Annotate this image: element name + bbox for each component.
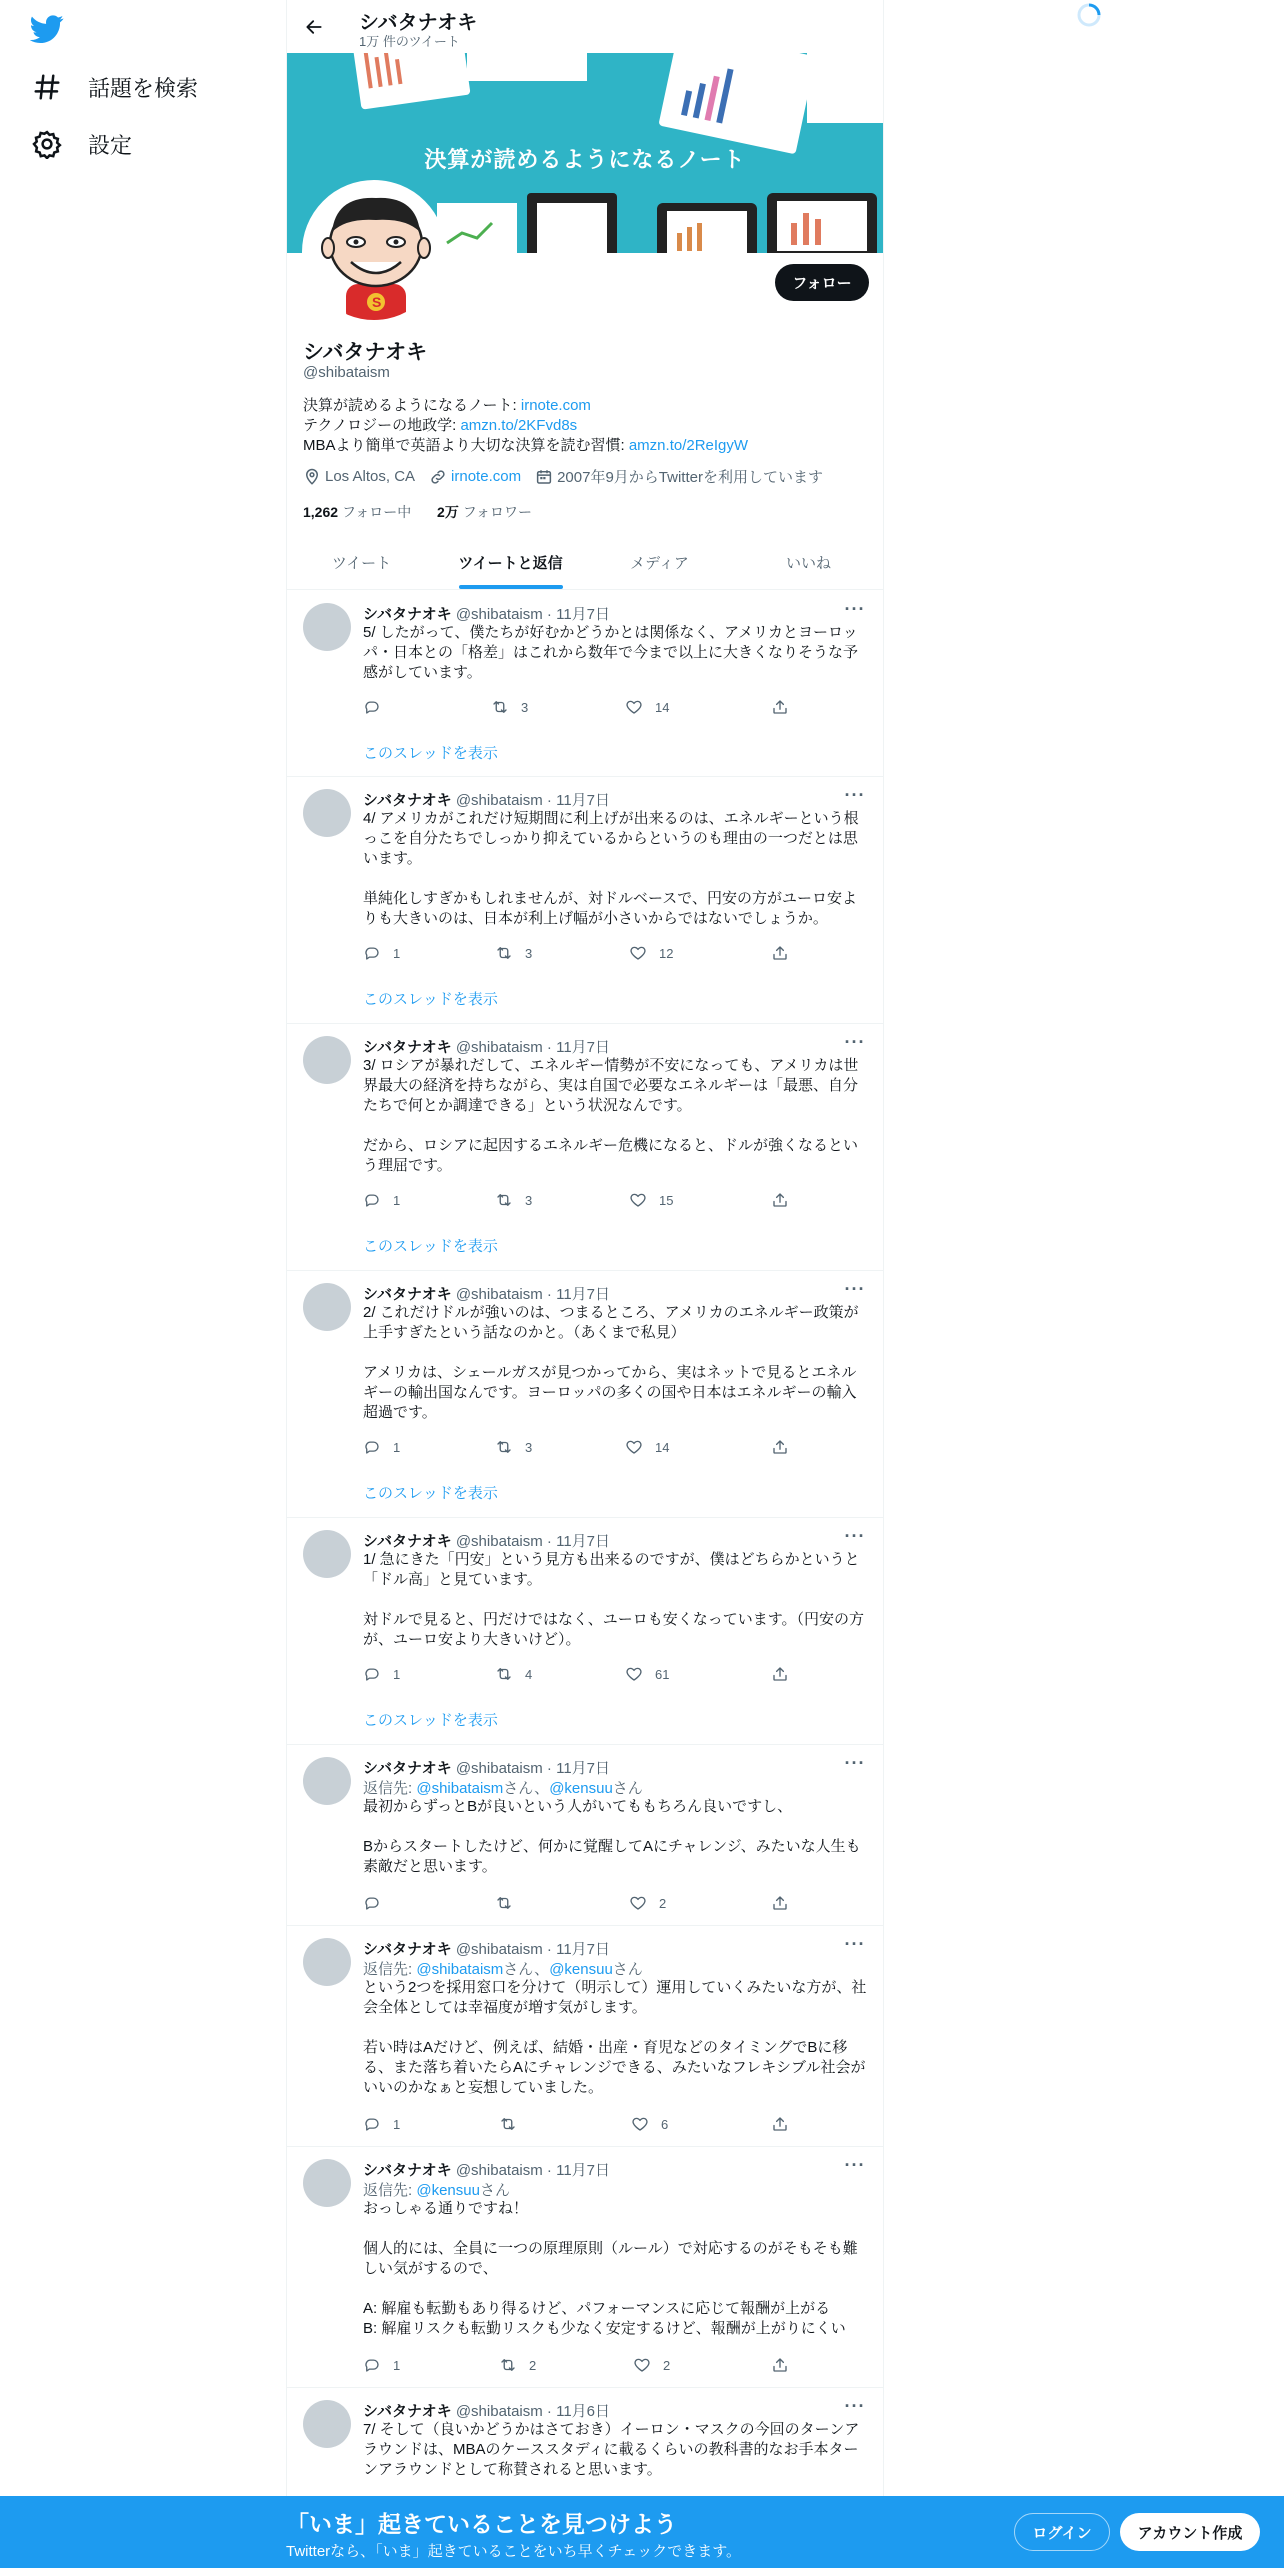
tweet-text: 4/ アメリカがこれだけ短期間に利上げが出来るのは、エネルギーという根っこを自分たちでしっかり抑えているからというのも理由の一つだとは思います。 単純化しすぎかもしれませんが、対ドルベースで、円安の方がユーロ安よりも大きいのは、日本が利上げ幅が小さいからではないでしょうか。 <box>363 810 859 927</box>
separator-dot: · <box>542 2403 557 2420</box>
like-count: 14 <box>655 699 670 715</box>
heart-icon <box>629 1191 647 1209</box>
share-button[interactable] <box>771 2114 801 2134</box>
tab-likes[interactable]: いいね <box>785 555 831 572</box>
hashtag-icon <box>32 72 62 102</box>
author-handle: @shibataism <box>455 1286 543 1303</box>
show-thread-link[interactable]: このスレッドを表示 <box>363 991 498 1008</box>
share-button[interactable] <box>771 1664 801 1684</box>
reply-context <box>363 2179 510 2200</box>
share-button[interactable] <box>771 1437 801 1457</box>
reply-prefix: 返信先: <box>363 1961 417 1978</box>
profile-handle: @shibataism <box>303 364 390 381</box>
reply-mention[interactable]: @shibataism <box>416 1780 504 1797</box>
more-options-icon[interactable]: ··· <box>844 1279 866 1299</box>
reply-button[interactable] <box>363 1437 400 1457</box>
following-label: フォロー中 <box>341 504 412 520</box>
reply-prefix: 返信先: <box>363 2182 417 2199</box>
tweet-date[interactable]: 11月7日 <box>556 1286 611 1303</box>
separator-dot: · <box>542 606 557 623</box>
retweet-count: 3 <box>525 1192 533 1208</box>
reply-icon <box>363 1894 381 1912</box>
followers-label: フォロワー <box>462 504 533 520</box>
reply-suffix: さん <box>612 1961 643 1978</box>
location-text: Los Altos, CA <box>325 468 416 485</box>
retweet-button[interactable] <box>491 697 528 717</box>
tweet-date[interactable]: 11月7日 <box>556 1533 611 1550</box>
separator-dot: · <box>542 1533 557 1550</box>
prompt-title: 「いま」起きていることを見つけよう <box>286 2511 677 2537</box>
separator-dot: · <box>542 1941 557 1958</box>
share-button[interactable] <box>771 2355 801 2375</box>
tweet-header <box>363 603 610 624</box>
reply-button[interactable] <box>363 2114 400 2134</box>
reply-button[interactable] <box>363 2355 400 2375</box>
bio-text: テクノロジーの地政学: <box>303 417 461 434</box>
tweet-date[interactable]: 11月7日 <box>556 1941 611 1958</box>
tweet-date[interactable]: 11月6日 <box>556 2403 611 2420</box>
reply-context <box>363 1777 643 1798</box>
retweet-icon <box>495 1191 513 1209</box>
bio-link[interactable]: amzn.to/2ReIgyW <box>628 437 749 454</box>
header-title: シバタナオキ <box>359 12 478 34</box>
reply-icon <box>363 698 381 716</box>
tweet-header <box>363 1530 610 1551</box>
tweet-actions <box>363 2355 793 2375</box>
tweet[interactable] <box>287 1745 883 1926</box>
tweet-text: 1/ 急にきた「円安」という見方も出来るのですが、僕はどちらかというと「ドル高」と見ています。 対ドルで見ると、円だけではなく、ユーロも安くなっています。（円安の方が、ユーロ安より大きいけど）。 <box>363 1551 865 1648</box>
like-count: 14 <box>655 1439 670 1455</box>
reply-button[interactable] <box>363 697 393 717</box>
share-button[interactable] <box>771 943 801 963</box>
retweet-icon <box>491 698 509 716</box>
nav-settings[interactable] <box>32 124 132 164</box>
reply-icon <box>363 2356 381 2374</box>
retweet-icon <box>495 944 513 962</box>
avatar[interactable] <box>303 789 351 837</box>
heart-icon <box>625 1438 643 1456</box>
separator-dot: · <box>542 1286 557 1303</box>
tweet-actions <box>363 1437 793 1457</box>
reply-button[interactable] <box>363 1893 393 1913</box>
author-handle: @shibataism <box>455 1039 543 1056</box>
like-button[interactable] <box>629 943 673 963</box>
retweet-count: 3 <box>525 945 533 961</box>
more-options-icon[interactable]: ··· <box>844 599 866 619</box>
retweet-button[interactable] <box>495 943 532 963</box>
retweet-button[interactable] <box>495 1190 532 1210</box>
retweet-count: 4 <box>525 1666 533 1682</box>
tweet-actions <box>363 943 793 963</box>
retweet-count: 2 <box>529 2357 537 2373</box>
bio-line <box>303 436 748 456</box>
reply-context <box>363 1958 643 1979</box>
tweet-header <box>363 2400 610 2421</box>
separator-dot: · <box>542 2162 557 2179</box>
show-thread-link[interactable]: このスレッドを表示 <box>363 745 498 762</box>
reply-button[interactable] <box>363 1190 400 1210</box>
tweet-actions <box>363 1190 793 1210</box>
like-count: 15 <box>659 1192 674 1208</box>
tweet-header <box>363 789 610 810</box>
retweet-count: 3 <box>525 1439 533 1455</box>
main-column <box>286 0 884 2568</box>
avatar[interactable] <box>303 1036 351 1084</box>
reply-suffix: さん <box>612 1780 643 1797</box>
avatar[interactable] <box>303 2400 351 2448</box>
avatar[interactable] <box>303 1530 351 1578</box>
heart-icon <box>633 2356 651 2374</box>
reply-count: 1 <box>393 1192 401 1208</box>
tweet-header <box>363 1283 610 1304</box>
author-handle: @shibataism <box>455 1533 543 1550</box>
avatar[interactable] <box>303 1283 351 1331</box>
retweet-button[interactable] <box>499 2114 529 2134</box>
share-button[interactable] <box>771 1190 801 1210</box>
followers-link[interactable] <box>437 504 532 520</box>
author-handle: @shibataism <box>455 2403 543 2420</box>
loading-spinner-icon <box>1076 2 1102 28</box>
retweet-icon <box>495 1894 513 1912</box>
reply-mention[interactable]: @kensuu <box>416 2182 480 2199</box>
reply-button[interactable] <box>363 1664 400 1684</box>
separator-dot: · <box>542 1039 557 1056</box>
more-options-icon[interactable]: ··· <box>844 1934 866 1954</box>
gear-icon <box>32 129 62 159</box>
reply-suffix: さん <box>479 2182 510 2199</box>
like-button[interactable] <box>625 697 669 717</box>
followers-count: 2万 <box>437 504 459 520</box>
tab-tweets[interactable]: ツイート <box>331 555 392 572</box>
tweet-header <box>363 1757 610 1778</box>
signup-button[interactable]: アカウント作成 <box>1120 2513 1260 2551</box>
twitter-logo-icon[interactable] <box>30 12 64 46</box>
tweet-header <box>363 1938 610 1959</box>
profile-name: シバタナオキ <box>303 341 428 364</box>
author-name[interactable]: シバタナオキ <box>363 2403 452 2420</box>
profile-bio <box>303 396 748 456</box>
tweet-date[interactable]: 11月7日 <box>556 792 611 809</box>
reply-mention[interactable]: @shibataism <box>416 1961 504 1978</box>
link-icon <box>429 468 447 486</box>
like-button[interactable] <box>633 2355 670 2375</box>
like-count: 61 <box>655 1666 670 1682</box>
follow-button[interactable]: フォロー <box>775 264 869 301</box>
prompt-subtitle: Twitterなら、「いま」起きていることをいち早くチェックできます。 <box>286 2543 742 2560</box>
more-options-icon[interactable]: ··· <box>844 1032 866 1052</box>
like-count: 12 <box>659 945 674 961</box>
nav-explore-label: 話題を検索 <box>88 75 199 101</box>
like-button[interactable] <box>629 1893 666 1913</box>
tweet-actions <box>363 1664 793 1684</box>
share-icon <box>771 1438 789 1456</box>
heart-icon <box>625 1665 643 1683</box>
tweet-count: 1万 件のツイート <box>359 34 460 49</box>
avatar[interactable] <box>303 2159 351 2207</box>
calendar-icon <box>535 468 553 486</box>
reply-count: 1 <box>393 2357 401 2373</box>
reply-mention[interactable]: @kensuu <box>549 1780 613 1797</box>
join-date-text: 2007年9月からTwitterを利用しています <box>557 469 823 486</box>
bio-link[interactable]: irnote.com <box>520 397 591 414</box>
following-link[interactable] <box>303 504 411 520</box>
tweet-actions <box>363 2114 793 2134</box>
reply-icon <box>363 1665 381 1683</box>
reply-count: 1 <box>393 1439 401 1455</box>
retweet-icon <box>499 2356 517 2374</box>
profile-meta <box>303 466 837 487</box>
follow-counts <box>303 502 532 522</box>
back-button[interactable] <box>299 12 329 42</box>
author-handle: @shibataism <box>455 1760 543 1777</box>
tweet-date[interactable]: 11月7日 <box>556 2162 611 2179</box>
share-icon <box>771 1191 789 1209</box>
tweet-date[interactable]: 11月7日 <box>556 1760 611 1777</box>
author-handle: @shibataism <box>455 606 543 623</box>
like-button[interactable] <box>629 1190 673 1210</box>
like-count: 2 <box>659 1895 667 1911</box>
author-name[interactable]: シバタナオキ <box>363 792 452 809</box>
banner-text: 決算が読めるようになるノート <box>424 147 746 172</box>
avatar-illustration <box>306 184 442 320</box>
bio-text: 決算が読めるようになるノート: <box>303 397 521 414</box>
author-name[interactable]: シバタナオキ <box>363 1039 452 1056</box>
like-button[interactable] <box>625 1437 669 1457</box>
tweet-text: 2/ これだけドルが強いのは、つまるところ、アメリカのエネルギー政策が上手すぎたという話なのかと。（あくまで私見） アメリカは、シェールガスが見つかってから、実はネットで見るとエネルギーの輸出国なんです。ヨーロッパの多くの国や日本はエネルギーの輸入超過です。 <box>363 1304 859 1421</box>
reply-count: 1 <box>393 945 401 961</box>
tweet-text: 5/ したがって、僕たちが好むかどうかとは関係なく、アメリカとヨーロッパ・日本との「格差」はこれから数年で今まで以上に大きくなりそうな予感がしています。 <box>363 624 859 681</box>
tweet-actions <box>363 697 793 717</box>
author-name[interactable]: シバタナオキ <box>363 2162 452 2179</box>
reply-icon <box>363 944 381 962</box>
tweet-text: おっしゃる通りですね！ 個人的には、全員に一つの原理原則（ルール）で対応するのがそもそも難しい気がするので、 A: 解雇も転勤もあり得るけど、パフォーマンスに応じて報酬が上がる B: 解雇リスクも転勤リスクも少なく安定するけど、報酬が上がりにくい <box>363 2200 858 2337</box>
show-thread-link[interactable]: このスレッドを表示 <box>363 1238 498 1255</box>
tweet-actions <box>363 1893 793 1913</box>
location <box>303 468 415 486</box>
nav-explore[interactable] <box>32 67 198 107</box>
retweet-count: 3 <box>521 699 529 715</box>
more-options-icon[interactable]: ··· <box>844 2396 866 2416</box>
more-options-icon[interactable]: ··· <box>844 1753 866 1773</box>
share-icon <box>771 2115 789 2133</box>
like-button[interactable] <box>625 1664 669 1684</box>
avatar[interactable] <box>303 1757 351 1805</box>
retweet-icon <box>495 1665 513 1683</box>
tweet-header <box>363 2159 610 2180</box>
author-name[interactable]: シバタナオキ <box>363 1941 452 1958</box>
separator-dot: · <box>542 1760 557 1777</box>
website-link[interactable]: irnote.com <box>451 468 522 485</box>
author-name[interactable]: シバタナオキ <box>363 606 452 623</box>
author-name[interactable]: シバタナオキ <box>363 1286 452 1303</box>
signup-prompt-bar <box>0 2496 1284 2568</box>
retweet-icon <box>495 1438 513 1456</box>
share-icon <box>771 1894 789 1912</box>
heart-icon <box>631 2115 649 2133</box>
retweet-button[interactable] <box>495 1664 532 1684</box>
heart-icon <box>629 944 647 962</box>
bio-line <box>303 396 748 416</box>
tweet-text: という2つを採用窓口を分けて（明示して）運用していくみたいな方が、社会全体としては幸福度が増す気がします。 若い時はAだけど、例えば、結婚・出産・育児などのタイミングでBに移る、また落ち着いたらAにチャレンジできる、みたいなフレキシブル社会がいいのかなぁと妄想していました。 <box>363 1979 867 2096</box>
bio-link[interactable]: amzn.to/2KFvd8s <box>460 417 578 434</box>
reply-prefix: 返信先: <box>363 1780 417 1797</box>
back-arrow-icon <box>304 17 324 37</box>
more-options-icon[interactable]: ··· <box>844 1526 866 1546</box>
tab-tweets-and-replies[interactable]: ツイートと返信 <box>436 536 585 589</box>
profile-avatar[interactable] <box>302 180 446 324</box>
avatar[interactable] <box>303 1938 351 1986</box>
reply-separator: さん、 <box>503 1780 550 1797</box>
share-button[interactable] <box>771 1893 801 1913</box>
share-icon <box>771 944 789 962</box>
tweet-text: 7/ そして（良いかどうかはさておき）イーロン・マスクの今回のターンアラウンドは、MBAのケーススタディに載るくらいの教科書的なお手本ターンアラウンドとして称賛されると思います。 <box>363 2421 860 2478</box>
like-count: 6 <box>661 2116 669 2132</box>
share-icon <box>771 2356 789 2374</box>
login-button[interactable]: ログイン <box>1014 2513 1110 2551</box>
svg-text:S: S <box>372 294 382 310</box>
retweet-button[interactable] <box>495 1437 532 1457</box>
bio-text: MBAより簡単で英語より大切な決算を読む習慣: <box>303 437 629 454</box>
share-icon <box>771 1665 789 1683</box>
join-date <box>535 466 823 487</box>
tweet-date[interactable]: 11月7日 <box>556 606 611 623</box>
avatar[interactable] <box>303 603 351 651</box>
tweet[interactable] <box>287 1271 883 1518</box>
nav-settings-label: 設定 <box>88 132 133 158</box>
share-icon <box>771 698 789 716</box>
reply-icon <box>363 1438 381 1456</box>
reply-separator: さん、 <box>503 1961 550 1978</box>
author-name[interactable]: シバタナオキ <box>363 1760 452 1777</box>
profile-tabs <box>287 536 883 590</box>
reply-count: 1 <box>393 1666 401 1682</box>
reply-mention[interactable]: @kensuu <box>549 1961 613 1978</box>
tweet[interactable] <box>287 1926 883 2147</box>
like-button[interactable] <box>631 2114 668 2134</box>
tweet-text: 最初からずっとBが良いという人がいてももちろん良いですし、 Bからスタートしたけど、何かに覚醒してAにチャレンジ、みたいな人生も素敵だと思います。 <box>363 1798 861 1875</box>
tweet-header <box>363 1036 610 1057</box>
tweet[interactable] <box>287 2147 883 2388</box>
reply-button[interactable] <box>363 943 400 963</box>
tweet-text: 3/ ロシアが暴れだして、エネルギー情勢が不安になっても、アメリカは世界最大の経済を持ちながら、実は自国で必要なエネルギーは「最悪、自分たちで何とか調達できる」という状況なんです。 だから、ロシアに起因するエネルギー危機になると、ドルが強くなるという理屈です。 <box>363 1057 859 1174</box>
share-button[interactable] <box>771 697 801 717</box>
show-thread-link[interactable]: このスレッドを表示 <box>363 1485 498 1502</box>
more-options-icon[interactable]: ··· <box>844 785 866 805</box>
profile-header <box>287 0 883 53</box>
more-options-icon[interactable]: ··· <box>844 2155 866 2175</box>
heart-icon <box>625 698 643 716</box>
retweet-button[interactable] <box>499 2355 536 2375</box>
author-handle: @shibataism <box>455 1941 543 1958</box>
reply-icon <box>363 2115 381 2133</box>
author-handle: @shibataism <box>455 792 543 809</box>
location-pin-icon <box>303 468 321 486</box>
separator-dot: · <box>542 792 557 809</box>
like-count: 2 <box>663 2357 671 2373</box>
reply-icon <box>363 1191 381 1209</box>
tweet-date[interactable]: 11月7日 <box>556 1039 611 1056</box>
tweet[interactable] <box>287 591 883 777</box>
author-handle: @shibataism <box>455 2162 543 2179</box>
tab-media[interactable]: メディア <box>630 555 689 572</box>
heart-icon <box>629 1894 647 1912</box>
retweet-icon <box>499 2115 517 2133</box>
following-count: 1,262 <box>303 504 339 520</box>
retweet-button[interactable] <box>495 1893 525 1913</box>
tweet[interactable] <box>287 1024 883 1271</box>
tweet[interactable] <box>287 777 883 1024</box>
website <box>429 468 521 486</box>
bio-line <box>303 416 748 436</box>
tweet[interactable] <box>287 1518 883 1745</box>
author-name[interactable]: シバタナオキ <box>363 1533 452 1550</box>
show-thread-link[interactable]: このスレッドを表示 <box>363 1712 498 1729</box>
reply-count: 1 <box>393 2116 401 2132</box>
